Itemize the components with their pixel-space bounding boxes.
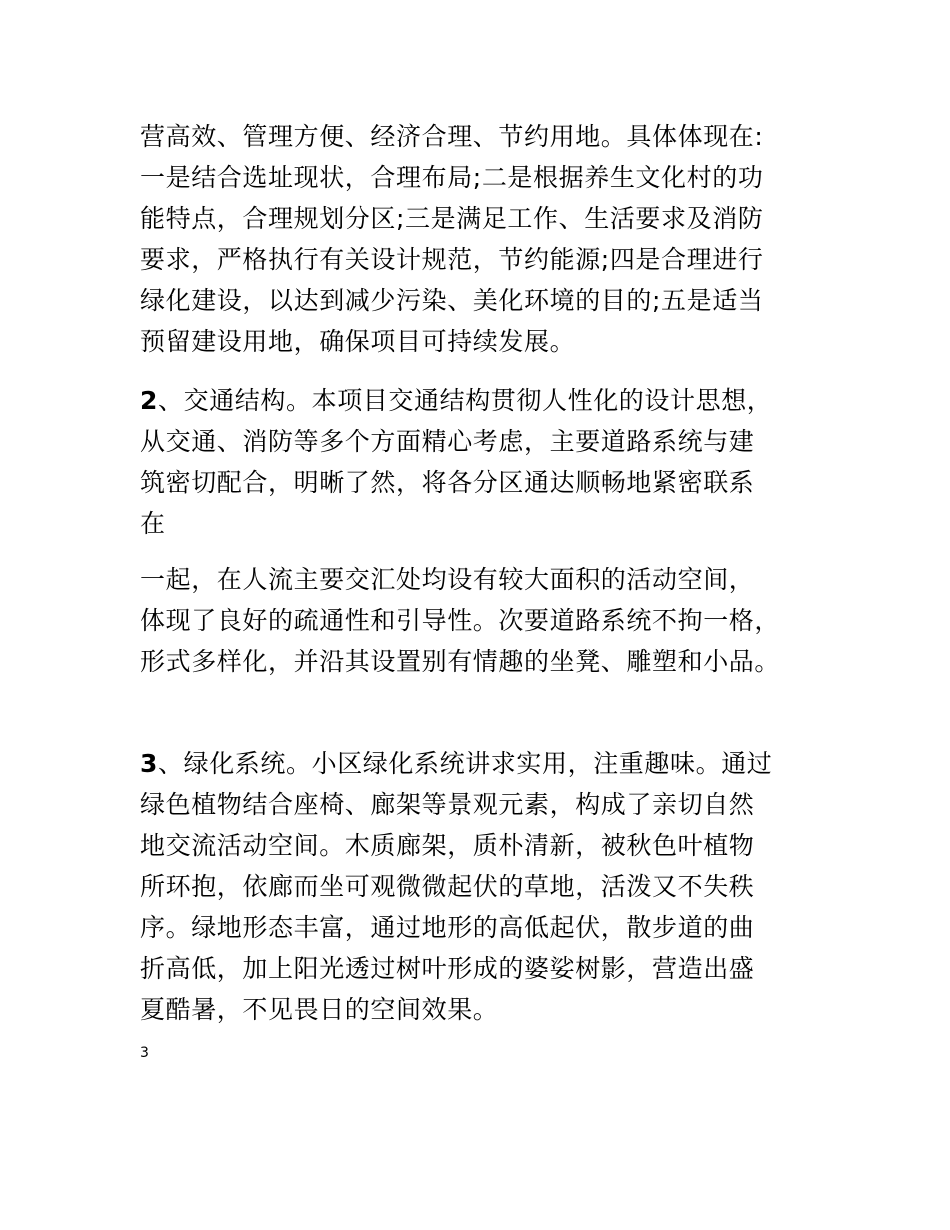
paragraph-traffic-continued [140,559,820,682]
paragraph-layout-principles [140,116,820,362]
paragraph-text: 一起，在人流主要交汇处均设有较大面积的活动空间， 体现了良好的疏通性和引导性。次要道路系统不拘一格， 形式多样化，并沿其设置别有情趣的坐凳、雕塑和小品。 [140,565,781,676]
paragraph-text: 营高效、管理方便、经济合理、节约用地。具体体现在: 一是结合选址现状，合理布局;二是根据养生文化村的功 能特点，合理规划分区;三是满足工作、生活要求及消防 要求，严格执行有关设计规范，节约能源;四是合理进行 绿化建设，以达到减少污染、美化环境的目的;五是适当 预留建设用地，确保项目可持续发展。 [140,122,764,356]
paragraph-text: 、绿化系统。小区绿化系统讲求实用，注重趣味。通过 绿色植物结合座椅、廊架等景观元素，构成了亲切自然 地交流活动空间。木质廊架，质朴清新，被秋色叶植物 所环抱，依廊而坐可观微微起伏的草地，活泼又不失秩 序。绿地形态丰富，通过地形的高低起伏，散步道的曲 折高低，加上阳光透过树叶形成的婆娑树影，营造出盛 夏酷暑，不见畏日的空间效果。 [140,749,773,1024]
paragraph-greening-system [140,743,820,1030]
paragraph-number: 3 [140,749,158,778]
page-number: 3 [140,1045,149,1061]
paragraph-number: 2 [140,386,158,415]
paragraph-traffic-structure [140,380,820,544]
paragraph-text: 、交通结构。本项目交通结构贯彻人性化的设计思想， 从交通、消防等多个方面精心考虑，主要道路系统与建 筑密切配合，明晰了然，将各分区通达顺畅地紧密联系 在 [140,386,773,538]
